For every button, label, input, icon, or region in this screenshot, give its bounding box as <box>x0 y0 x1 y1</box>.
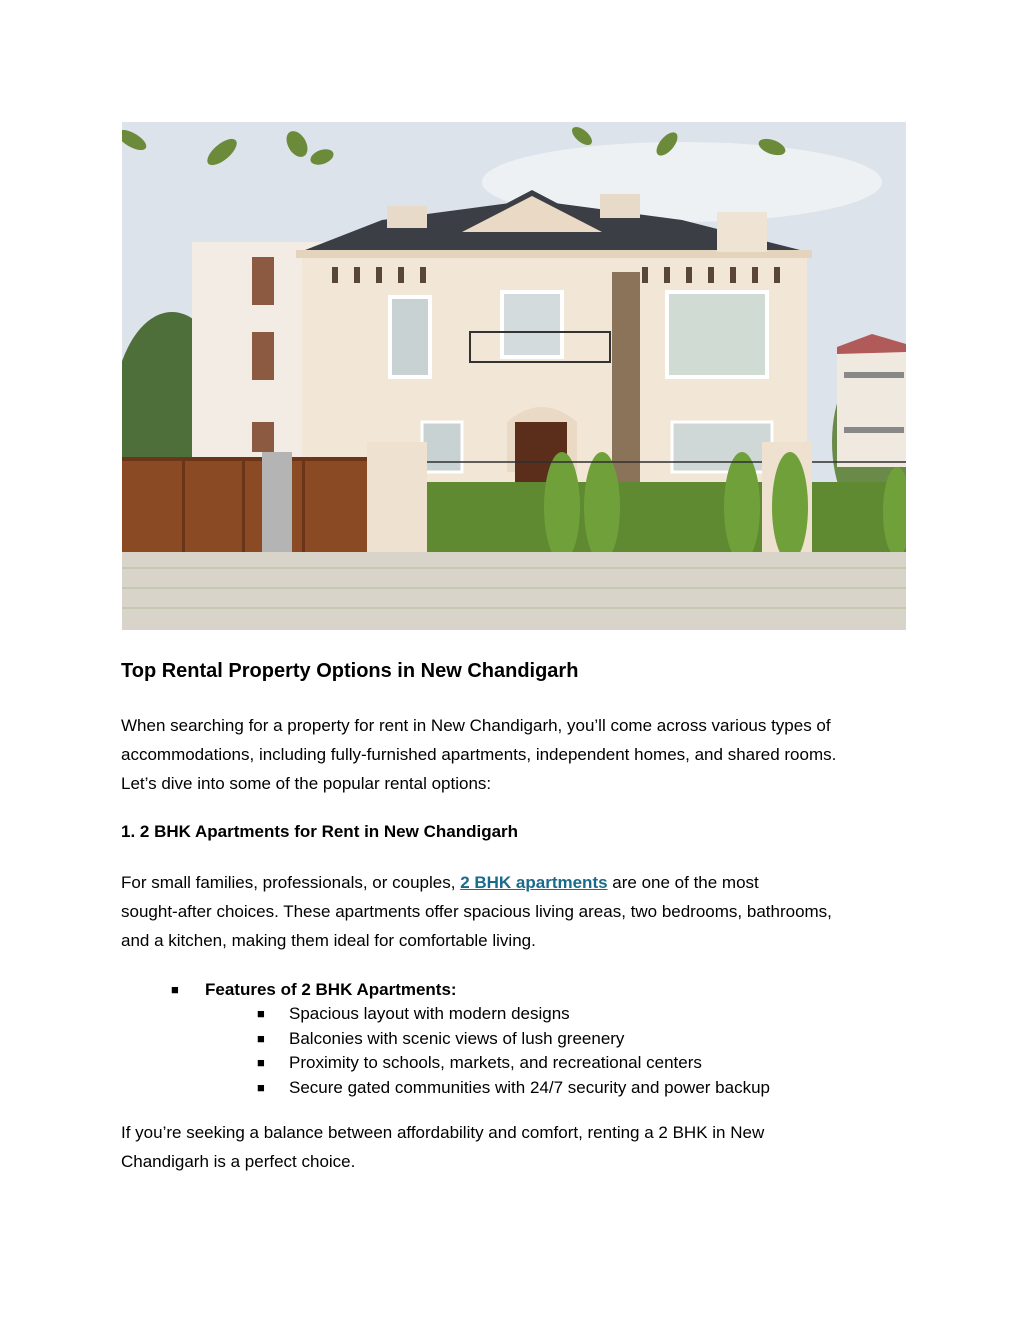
features-item <box>171 978 770 1100</box>
page-title: Top Rental Property Options in New Chandigarh <box>121 660 579 682</box>
square-bullet-icon: ■ <box>257 1055 265 1070</box>
square-bullet-icon: ■ <box>257 1030 265 1046</box>
features-sublist <box>205 1002 770 1100</box>
bhk-text-after-link: are one of the most <box>607 873 759 892</box>
house-photo <box>122 122 906 630</box>
section-heading: 1. 2 BHK Apartments for Rent in New Chandigarh <box>121 822 519 841</box>
intro-line: When searching for a property for rent in New Chandigarh, you’ll come across various types of <box>121 716 831 735</box>
closing-line: Chandigarh is a perfect choice. <box>121 1152 356 1171</box>
bhk-line: and a kitchen, making them ideal for comfortable living. <box>121 931 536 950</box>
bhk-paragraph <box>121 868 911 955</box>
bhk-text-before-link: For small families, professionals, or couples, <box>121 873 461 892</box>
list-item <box>257 1027 770 1052</box>
intro-paragraph <box>121 711 911 798</box>
intro-line: accommodations, including fully-furnished apartments, independent homes, and shared rooms. <box>121 745 837 764</box>
features-list <box>171 978 770 1100</box>
2bhk-apartments-link[interactable]: 2 BHK apartments <box>460 873 608 892</box>
feature-text: Spacious layout with modern designs <box>289 1004 570 1023</box>
features-title: Features of 2 BHK Apartments: <box>205 980 457 999</box>
list-item <box>257 1002 770 1027</box>
square-bullet-icon: ■ <box>257 1006 265 1021</box>
feature-text: Proximity to schools, markets, and recreational centers <box>289 1053 702 1072</box>
feature-text: Secure gated communities with 24/7 security and power backup <box>289 1077 770 1097</box>
closing-paragraph <box>121 1118 911 1176</box>
list-item <box>257 1051 770 1076</box>
list-item <box>257 1076 770 1101</box>
square-bullet-icon: ■ <box>257 1079 265 1095</box>
square-bullet-icon: ■ <box>171 982 179 997</box>
closing-line: If you’re seeking a balance between affordability and comfort, renting a 2 BHK in New <box>121 1123 765 1142</box>
intro-line: Let’s dive into some of the popular rental options: <box>121 774 492 793</box>
bhk-line: sought-after choices. These apartments offer spacious living areas, two bedrooms, bathrooms, <box>121 902 832 921</box>
feature-text: Balconies with scenic views of lush greenery <box>289 1028 625 1048</box>
